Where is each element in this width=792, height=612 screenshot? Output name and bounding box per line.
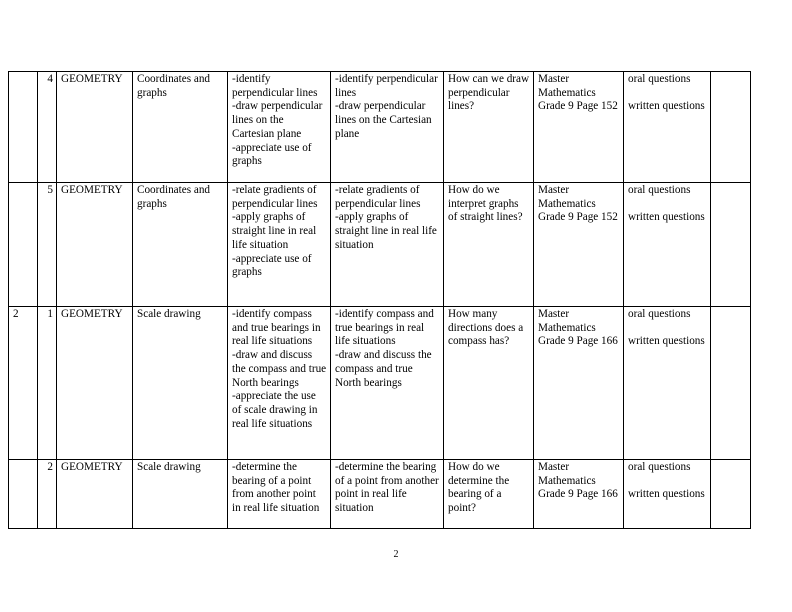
strand-cell: GEOMETRY: [57, 307, 133, 460]
assessment-cell-line: oral questions: [628, 308, 691, 320]
line-gap: [628, 87, 707, 101]
learning-outcomes-cell-line: -appreciate use of graphs: [232, 141, 312, 168]
table-row: [9, 307, 751, 460]
learning-outcomes-cell-line: -appreciate the use of scale drawing in real life situations: [232, 390, 318, 430]
lesson-cell: 2: [38, 460, 57, 529]
lesson-cell: 5: [38, 183, 57, 307]
week-cell: [9, 183, 38, 307]
learning-experiences-cell-line: -determine the bearing of a point from another point in real life situation: [335, 461, 439, 515]
learning-outcomes-cell: [228, 307, 331, 460]
key-inquiry-question-cell: How do we determine the bearing of a point?: [444, 460, 534, 529]
scheme-of-work-table: [8, 71, 751, 529]
reflection-cell: [711, 183, 751, 307]
strand-cell: GEOMETRY: [57, 72, 133, 183]
line-gap: [628, 475, 707, 489]
week-cell: [9, 460, 38, 529]
learning-experiences-cell-line: -draw perpendicular lines on the Cartesian plane: [335, 100, 432, 140]
resources-cell: Master Mathematics Grade 9 Page 166: [534, 307, 624, 460]
learning-outcomes-cell-line: -determine the bearing of a point from another point in real life situation: [232, 461, 320, 515]
resources-cell: Master Mathematics Grade 9 Page 152: [534, 183, 624, 307]
key-inquiry-question-cell: How many directions does a compass has?: [444, 307, 534, 460]
sub-strand-cell: Coordinates and graphs: [133, 72, 228, 183]
learning-outcomes-cell-line: -identify perpendicular lines: [232, 73, 318, 99]
learning-experiences-cell: [331, 183, 444, 307]
learning-outcomes-cell-line: -draw perpendicular lines on the Cartesian plane: [232, 100, 323, 140]
assessment-cell-line: written questions: [628, 211, 705, 224]
learning-outcomes-cell: [228, 183, 331, 307]
learning-outcomes-cell-line: -relate gradients of perpendicular lines: [232, 184, 318, 210]
line-gap: [628, 322, 707, 336]
resources-cell: Master Mathematics Grade 9 Page 152: [534, 72, 624, 183]
sub-strand-cell: Coordinates and graphs: [133, 183, 228, 307]
learning-experiences-cell-line: -identify perpendicular lines: [335, 73, 438, 99]
assessment-cell: [624, 460, 711, 529]
learning-experiences-cell-line: -relate gradients of perpendicular lines: [335, 184, 421, 210]
week-cell: [9, 72, 38, 183]
assessment-cell-line: written questions: [628, 100, 705, 113]
assessment-cell-line: written questions: [628, 488, 705, 501]
learning-outcomes-cell-line: -apply graphs of straight line in real life situation: [232, 211, 317, 251]
sub-strand-cell: Scale drawing: [133, 307, 228, 460]
learning-experiences-cell-line: -draw and discuss the compass and true North bearings: [335, 349, 432, 389]
learning-experiences-cell-line: -apply graphs of straight line in real life situation: [335, 211, 437, 251]
assessment-cell: [624, 307, 711, 460]
assessment-cell-line: oral questions: [628, 461, 691, 473]
learning-experiences-cell: [331, 307, 444, 460]
sub-strand-cell: Scale drawing: [133, 460, 228, 529]
learning-outcomes-cell-line: -identify compass and true bearings in real life situations: [232, 308, 321, 348]
learning-experiences-cell-line: -identify compass and true bearings in real life situations: [335, 308, 434, 348]
reflection-cell: [711, 460, 751, 529]
learning-experiences-cell: [331, 72, 444, 183]
key-inquiry-question-cell: How do we interpret graphs of straight lines?: [444, 183, 534, 307]
table-row: [9, 460, 751, 529]
week-cell: 2: [9, 307, 38, 460]
reflection-cell: [711, 307, 751, 460]
lesson-cell: 4: [38, 72, 57, 183]
learning-outcomes-cell: [228, 72, 331, 183]
line-gap: [628, 198, 707, 212]
strand-cell: GEOMETRY: [57, 183, 133, 307]
lesson-cell: 1: [38, 307, 57, 460]
learning-outcomes-cell-line: -appreciate use of graphs: [232, 252, 312, 279]
assessment-cell-line: written questions: [628, 335, 705, 348]
assessment-cell: [624, 183, 711, 307]
table-row: [9, 183, 751, 307]
assessment-cell-line: oral questions: [628, 73, 691, 85]
table-body: [9, 72, 751, 529]
reflection-cell: [711, 72, 751, 183]
learning-outcomes-cell-line: -draw and discuss the compass and true North bearings: [232, 349, 327, 389]
learning-outcomes-cell: [228, 460, 331, 529]
assessment-cell-line: oral questions: [628, 184, 691, 196]
key-inquiry-question-cell: How can we draw perpendicular lines?: [444, 72, 534, 183]
table-row: [9, 72, 751, 183]
strand-cell: GEOMETRY: [57, 460, 133, 529]
resources-cell: Master Mathematics Grade 9 Page 166: [534, 460, 624, 529]
learning-experiences-cell: [331, 460, 444, 529]
page-number: 2: [393, 549, 399, 560]
assessment-cell: [624, 72, 711, 183]
